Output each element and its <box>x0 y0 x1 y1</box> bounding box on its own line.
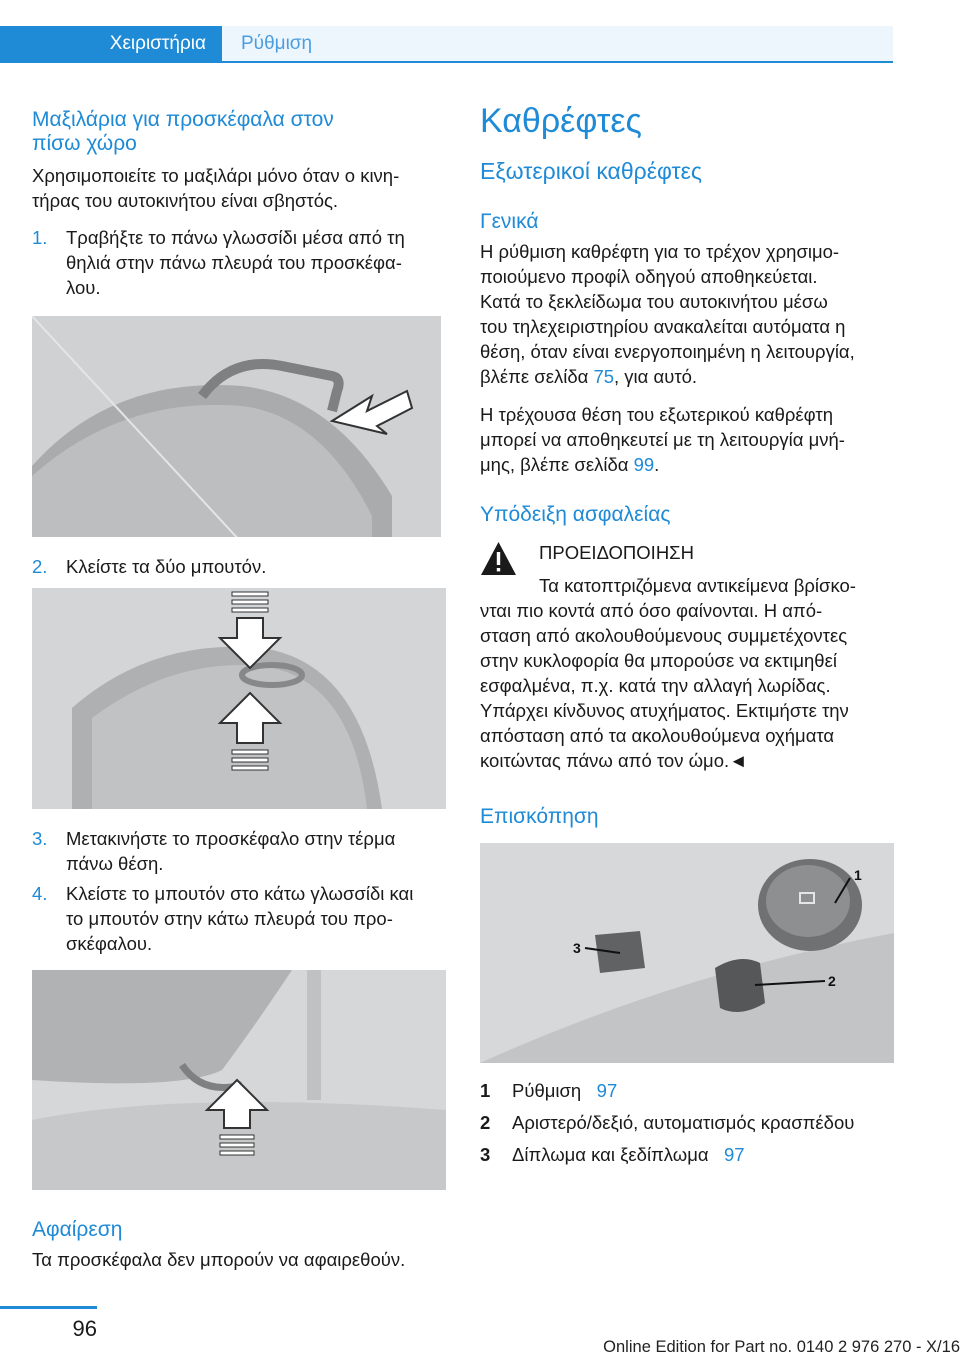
step-text <box>66 826 456 876</box>
text-span: . <box>654 454 660 475</box>
exterior-mirrors-subtitle: Εξωτερικοί καθρέφτες <box>480 158 702 184</box>
warning-triangle-icon <box>480 541 517 576</box>
headrest-illustration <box>32 970 446 1190</box>
overview-heading: Επισκόπηση <box>480 805 599 828</box>
step-line: Κλείστε τα δύο μπουτόν. <box>66 556 267 577</box>
general-line: Κατά το ξεκλείδωμα του αυτοκινήτου μέσω <box>480 291 828 312</box>
warning-line: νται πιο κοντά από όσο φαίνονται. Η από‐ <box>480 600 823 621</box>
step-number: 4. <box>32 883 48 904</box>
step-line: θηλιά στην πάνω πλευρά του προσκέφα‐ <box>66 252 402 273</box>
headrest-illustration <box>32 316 441 537</box>
tab-controls[interactable] <box>0 26 222 62</box>
mirror-controls-figure <box>480 843 894 1063</box>
headrest-figure-buttons <box>32 588 446 809</box>
headrest-figure-lower <box>32 970 446 1190</box>
legend-text: Ρύθμιση <box>512 1080 582 1101</box>
step-line: το μπουτόν στην κάτω πλευρά του προ‐ <box>66 908 393 929</box>
callout-3: 3 <box>573 940 581 956</box>
callout-2: 2 <box>828 973 836 989</box>
mirrors-title: Καθρέφτες <box>480 102 642 140</box>
step-line: πάνω θέση. <box>66 853 164 874</box>
current-line: μπορεί να αποθηκευτεί με τη λειτουργία μνή‐ <box>480 429 845 450</box>
warning-title: ΠΡΟΕΙΔΟΠΟΙΗΣΗ <box>539 542 694 563</box>
tab-controls-label: Χειριστήρια <box>109 33 206 54</box>
removal-heading: Αφαίρεση <box>32 1218 123 1241</box>
general-line: Η ρύθμιση καθρέφτη για το τρέχον χρησιμο‐ <box>480 241 840 262</box>
intro-text <box>32 163 452 213</box>
warning-first-line: Τα κατοπτριζόμενα αντικείμενα βρίσκο‐ <box>539 575 856 596</box>
warning-line: στην κυκλοφορία θα μπορούσε να εκτιμηθεί <box>480 650 837 671</box>
heading-line: Μαξιλάρια για προσκέφαλα στον <box>32 108 334 131</box>
tab-settings[interactable] <box>222 26 893 62</box>
warning-line: εσφαλμένα, π.χ. κατά την αλλαγή λωρίδας. <box>480 675 831 696</box>
step-line: Μετακινήστε το προσκέφαλο στην τέρμα <box>66 828 396 849</box>
safety-heading: Υπόδειξη ασφαλείας <box>480 503 671 526</box>
legend-number: 3 <box>480 1144 491 1165</box>
tab-underline <box>0 61 893 63</box>
step-number: 2. <box>32 556 48 577</box>
legend-label <box>512 1078 617 1103</box>
warning-line: κοιτώντας πάνω από τον ώμο.◄ <box>480 750 748 771</box>
page-link[interactable]: 75 <box>593 366 615 387</box>
general-line-last <box>480 364 900 389</box>
footer-rule <box>0 1306 97 1309</box>
page-link[interactable]: 99 <box>633 454 655 475</box>
edition-note: Online Edition for Part no. 0140 2 976 270 - X/16 <box>603 1338 960 1356</box>
general-line: ποιούμενο προφίλ οδηγού αποθηκεύεται. <box>480 266 818 287</box>
step-text <box>66 225 456 300</box>
warning-line: σταση από ακολουθούμενους συμμετέχοντες <box>480 625 848 646</box>
legend-number: 1 <box>480 1080 491 1101</box>
mirror-switch-illustration <box>480 843 894 1063</box>
heading-line: πίσω χώρο <box>32 132 137 155</box>
step-line: λου. <box>66 277 101 298</box>
current-position-text <box>480 402 900 477</box>
text-span: μης, βλέπε σελίδα <box>480 454 634 475</box>
current-line-last <box>480 452 900 477</box>
tab-settings-label: Ρύθμιση <box>241 33 313 54</box>
general-line: θέση, όταν είναι ενεργοποιημένη η λειτουργία, <box>480 341 855 362</box>
general-text <box>480 239 900 389</box>
warning-line: απόσταση από τα ακολουθούμενα οχήματα <box>480 725 835 746</box>
general-heading: Γενικά <box>480 210 539 233</box>
headrest-figure-pull-tab <box>32 316 441 537</box>
step-line: Τραβήξτε το πάνω γλωσσίδι μέσα από τη <box>66 227 405 248</box>
page-number: 96 <box>72 1316 97 1341</box>
text-span: βλέπε σελίδα <box>480 366 594 387</box>
warning-line: Υπάρχει κίνδυνος ατυχήματος. Εκτιμήστε την <box>480 700 849 721</box>
page-link[interactable]: 97 <box>596 1080 618 1101</box>
step-text <box>66 554 456 579</box>
legend-label: Αριστερό/δεξιό, αυτοματισμός κρασπέδου <box>512 1112 855 1133</box>
legend-label <box>512 1142 745 1167</box>
callout-1: 1 <box>854 867 862 883</box>
headrest-pillow-heading <box>32 108 452 156</box>
legend-number: 2 <box>480 1112 491 1133</box>
step-number: 3. <box>32 828 48 849</box>
text-span: , για αυτό. <box>614 366 698 387</box>
step-line: Κλείστε το μπουτόν στο κάτω γλωσσίδι και <box>66 883 414 904</box>
step-text <box>66 881 456 956</box>
step-number: 1. <box>32 227 48 248</box>
legend-text: Δίπλωμα και ξεδίπλωμα <box>512 1144 709 1165</box>
page-link[interactable]: 97 <box>724 1144 745 1165</box>
intro-line: τήρας του αυτοκινήτου είναι σβηστός. <box>32 190 339 211</box>
intro-line: Χρησιμοποιείτε το μαξιλάρι μόνο όταν ο κινη‐ <box>32 165 400 186</box>
current-line: Η τρέχουσα θέση του εξωτερικού καθρέφτη <box>480 404 834 425</box>
headrest-illustration <box>32 588 446 809</box>
removal-text: Τα προσκέφαλα δεν μπορούν να αφαιρεθούν. <box>32 1249 406 1270</box>
general-line: του τηλεχειριστηρίου ανακαλείται αυτόματα η <box>480 316 846 337</box>
warning-text <box>480 598 900 773</box>
step-line: σκέφαλου. <box>66 933 153 954</box>
